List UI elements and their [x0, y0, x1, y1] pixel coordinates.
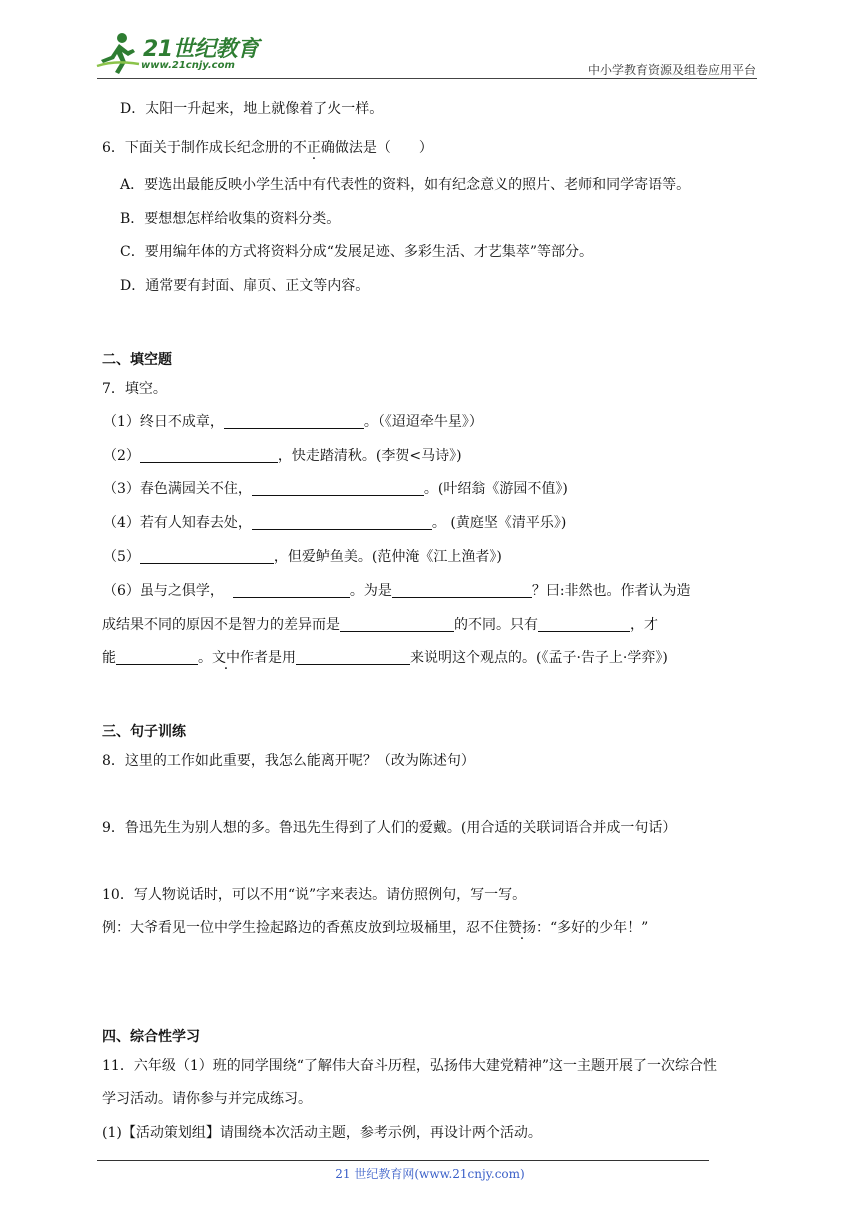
answer-blank[interactable]	[538, 617, 630, 632]
q5-option-d: D．太阳一升起来，地上就像着了火一样。	[120, 101, 384, 117]
q7-item-3	[103, 478, 568, 498]
q7-item-6-emphasis: 文中	[212, 650, 240, 666]
q7-item-6-text-e: 的不同。只有	[454, 617, 538, 633]
q7-item-6-line-1	[103, 580, 691, 600]
q7-item-5	[103, 546, 502, 566]
answer-blank[interactable]	[252, 481, 424, 496]
q10-example-b: ：“多好的少年！”	[536, 920, 649, 936]
q7-item-6-text-i: 作者是用	[240, 650, 296, 666]
section-4-title: 四、综合性学习	[102, 1029, 200, 1045]
q7-item-4	[103, 512, 566, 532]
answer-blank[interactable]	[224, 414, 364, 429]
q10: 10．写人物说话时，可以不用“说”字来表达。请仿照例句，写一写。	[102, 887, 527, 903]
q7-item-6-text-b: 。为是	[349, 583, 392, 599]
q7-item-5-num: （5）	[103, 549, 140, 565]
q11-subquestion-1: (1)【活动策划组】请围绕本次活动主题，参考示例，再设计两个活动。	[102, 1125, 542, 1141]
q7-item-6-text-c: ？曰:非然也。作者认为造	[531, 583, 691, 599]
q7-item-6-line-3	[102, 647, 668, 667]
q6-option-d: D．通常要有封面、扉页、正文等内容。	[120, 278, 370, 294]
footer-divider	[97, 1160, 709, 1161]
answer-blank[interactable]	[233, 583, 350, 598]
header-divider	[97, 78, 757, 79]
q7-item-1-text: （1）终日不成章，	[103, 414, 224, 430]
q6-option-b: B．要想想怎样给收集的资料分类。	[120, 211, 341, 227]
logo-text: 21世纪教育	[143, 37, 259, 62]
q10-example-a: 例：大爷看见一位中学生捡起路边的香蕉皮放到垃圾桶里，忍不住	[102, 920, 508, 936]
answer-blank[interactable]	[252, 515, 432, 530]
q7-item-3-source: 。(叶绍翁《游园不值》)	[423, 481, 568, 497]
q7-item-6-line-2	[102, 614, 658, 634]
q7-item-2-num: （2）	[103, 448, 140, 464]
runner-logo-icon	[95, 30, 141, 76]
q9: 9．鲁迅先生为别人想的多。鲁迅先生得到了人们的爱戴。(用合适的关联词语合并成一句话）	[102, 820, 677, 836]
q6-option-c: C．要用编年体的方式将资料分成“发展足迹、多彩生活、才艺集萃”等部分。	[120, 244, 594, 260]
q7-item-6-text-h: 。	[198, 650, 212, 666]
q6-stem-emphasis: 不正确	[292, 140, 335, 156]
footer-link[interactable]: 21 世纪教育网(www.21cnjy.com)	[335, 1167, 525, 1181]
q10-example-emphasis: 赞扬	[508, 920, 536, 936]
q7-item-6-text-d: 成结果不同的原因不是智力的差异而是	[102, 617, 340, 633]
answer-blank[interactable]	[392, 583, 532, 598]
section-3-title: 三、句子训练	[102, 724, 186, 740]
q6-stem-b: 做法是（ ）	[334, 140, 433, 156]
q6-stem-a: 6．下面关于制作成长纪念册的	[102, 140, 293, 156]
q11-line-1: 11．六年级（1）班的同学围绕“了解伟大奋斗历程，弘扬伟大建党精神”这一主题开展了一次综合性	[102, 1058, 718, 1074]
answer-blank[interactable]	[140, 549, 274, 564]
logo-url: www.21cnjy.com	[141, 60, 235, 71]
answer-blank[interactable]	[140, 448, 278, 463]
header-platform-title: 中小学教育资源及组卷应用平台	[587, 63, 756, 77]
q7-item-6-text-j: 来说明这个观点的。(《孟子·告子上·学弈》)	[410, 650, 668, 666]
q7-item-4-source: 。 (黄庭坚《清平乐》)	[431, 515, 567, 531]
q11-line-2: 学习活动。请你参与并完成练习。	[102, 1091, 312, 1107]
answer-blank[interactable]	[116, 650, 198, 665]
q7-item-5-text: ，但爱鲈鱼美。(范仲淹《江上渔者》)	[273, 549, 502, 565]
q7-item-2-text: ，快走踏清秋。(李贺<马诗》)	[277, 448, 462, 464]
q7-item-4-text: （4）若有人知春去处，	[103, 515, 252, 531]
q7-item-1	[103, 411, 483, 431]
answer-blank[interactable]	[296, 650, 410, 665]
q7-item-1-source: 。（《迢迢牵牛星》）	[363, 414, 483, 430]
q7-item-2	[103, 445, 462, 465]
q7-item-6-text-g: 能	[102, 650, 116, 666]
site-logo	[95, 30, 265, 78]
q10-example	[102, 917, 648, 937]
q7-stem: 7．填空。	[102, 381, 167, 397]
q8: 8．这里的工作如此重要，我怎么能离开呢？（改为陈述句）	[102, 753, 475, 769]
q7-item-3-text: （3）春色满园关不住，	[103, 481, 252, 497]
q7-item-6-text-a: （6）虽与之俱学，	[103, 583, 224, 599]
answer-blank[interactable]	[340, 617, 454, 632]
q7-item-6-text-f: ，才	[630, 617, 658, 633]
section-2-title: 二、填空题	[102, 352, 172, 368]
q6-stem	[102, 137, 433, 157]
q6-option-a: A．要选出最能反映小学生活中有代表性的资料，如有纪念意义的照片、老师和同学寄语等。	[120, 177, 691, 193]
